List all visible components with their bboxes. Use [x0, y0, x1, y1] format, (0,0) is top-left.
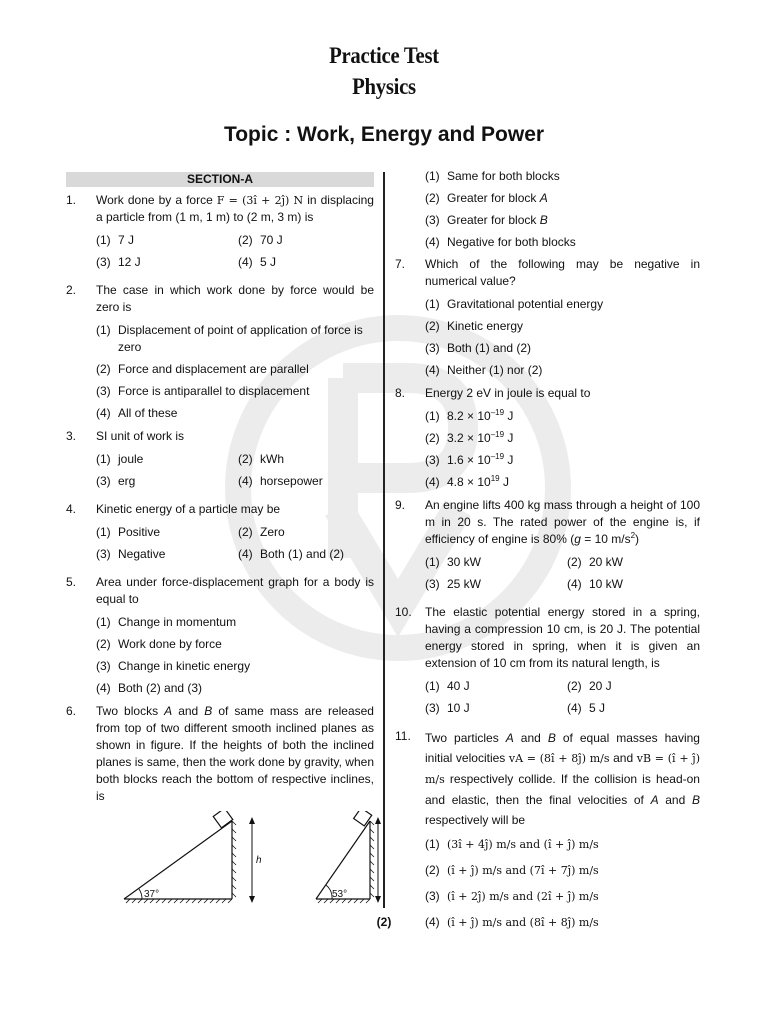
options [96, 232, 374, 276]
question-number: 6. [66, 704, 77, 718]
option-4[interactable]: (4) (î + ĵ) m/s and (8î + 8ĵ) m/s [425, 915, 599, 929]
question-number: 10. [395, 605, 412, 619]
option-3[interactable]: (3) Both (1) and (2) [425, 341, 532, 355]
question-number: 5. [66, 575, 77, 589]
option-4[interactable]: (4) horsepower [238, 474, 323, 488]
question-number: 1. [66, 193, 77, 207]
option-2[interactable]: (2) Zero [238, 525, 285, 539]
title-line1: Practice Test [329, 43, 439, 68]
option-2[interactable]: (2) 20 J [567, 679, 612, 693]
option-3[interactable]: (3) Change in kinetic energy [96, 659, 251, 673]
option-4[interactable]: (4) Both (2) and (3) [96, 681, 203, 695]
option-4[interactable]: (4) 10 kW [567, 577, 624, 591]
question-number: 4. [66, 502, 77, 516]
page-number: (2) [376, 915, 392, 929]
option-1[interactable]: (1) Displacement of point of application of force is zero [96, 323, 363, 354]
page-header [0, 40, 768, 148]
question-number: 11. [395, 729, 411, 743]
option-1[interactable]: (1) (3î + 4ĵ) m/s and (î + ĵ) m/s [425, 837, 599, 851]
option-3[interactable]: (3) 12 J [96, 255, 141, 269]
options [96, 451, 374, 495]
question-number: 9. [395, 498, 406, 512]
question-6: 6. Two blocks A and B of same mass are released from top of two different smooth inclined planes as shown in figure. If the heights of both the inclined planes is same, then the work done by gravity, when both blocks reach the bottom of respective inclines, is 37° h 53° [66, 703, 374, 905]
options [96, 322, 374, 422]
option-3[interactable]: (3) 25 kW [425, 577, 482, 591]
option-2[interactable]: (2) Force and displacement are parallel [96, 362, 309, 376]
option-1[interactable]: (1) $8.2 \times 10^{-19}$ J [425, 408, 514, 423]
options [425, 296, 700, 379]
question-11: 11. Two particles A and B of equal masses having initial velocities vA = (8î + 8ĵ) m/s and vB = (î + ĵ) m/s respectively collide. If the collision is head-on and elastic, then the final velocities of A and B respectively will be (1) (3î + 4ĵ) m/s and (î + ĵ) m/s (2) (î + ĵ) m/s and (7î + 7ĵ) m/s (3) (î + 2ĵ) m/s and (2î + ĵ) m/s (4) (î + ĵ) m/s and (8î + 8ĵ) m/s [395, 729, 700, 929]
option-1[interactable]: (1) joule [96, 452, 144, 466]
options [96, 524, 374, 568]
options [425, 408, 700, 491]
question-8: 8. Energy 2 eV in joule is equal to (1) $8.2 \times 10^{-19}$ J (2) $3.2 \times 10^{-19}$ J (3) $1.6 \times 10^{-19}$ J (4) $4.8 \times 10^{19}$ J [395, 385, 700, 491]
velocity-b-expression: vB = (î + ĵ) m/s [425, 752, 700, 786]
option-4[interactable]: (4) 5 J [238, 255, 277, 269]
question-2: 2. The case in which work done by force would be zero is (1) Displacement of point of application of force is zero (2) Force and displacement are parallel (3) Force is antiparallel to displacement (4) All of these [66, 283, 374, 420]
options [425, 168, 700, 251]
option-1[interactable]: (1) Positive [96, 525, 161, 539]
option-4[interactable]: (4) 5 J [567, 701, 606, 715]
option-3[interactable]: (3) 10 J [425, 701, 470, 715]
right-column [395, 168, 700, 940]
column-divider [383, 172, 385, 908]
force-expression: F = (3î + 2ĵ) N [216, 194, 304, 207]
options [425, 678, 700, 722]
question-number: 8. [395, 386, 406, 400]
option-3[interactable]: (3) $1.6 \times 10^{-19}$ J [425, 452, 514, 467]
option-3[interactable]: (3) Force is antiparallel to displacement [96, 384, 310, 398]
title-line2: Physics [352, 74, 416, 99]
question-5: 5. Area under force-displacement graph for a body is equal to (1) Change in momentum (2) Work done by force (3) Change in kinetic energy (4) Both (2) and (3) [66, 575, 374, 695]
option-2[interactable]: (2) 70 J [238, 233, 283, 247]
option-4[interactable]: (4) Neither (1) nor (2) [425, 363, 543, 377]
question-6-options [395, 168, 700, 251]
inclined-planes-diagram [92, 811, 382, 905]
angle-label-53: 53° [332, 889, 348, 900]
option-4[interactable]: (4) $4.8 \times 10^{19}$ J [425, 474, 509, 489]
option-3[interactable]: (3) Negative [96, 547, 166, 561]
options [425, 554, 700, 598]
option-3[interactable]: (3) (î + 2ĵ) m/s and (2î + ĵ) m/s [425, 889, 599, 903]
question-number: 7. [395, 257, 406, 271]
question-10: 10. The elastic potential energy stored in a spring, having a compression 10 cm, is 20 J. The potential energy stored in spring, when it is given an extension of 10 cm from its natural length, is (1) 40 J (2) 20 J (3) 10 J (4) 5 J [395, 604, 700, 722]
question-4: 4. Kinetic energy of a particle may be (1) Positive (2) Zero (3) Negative (4) Both (1) and (2) [66, 501, 374, 568]
option-2[interactable]: (2) Work done by force [96, 637, 222, 651]
option-2[interactable]: (2) Greater for block A [425, 191, 548, 205]
option-3[interactable]: (3) Greater for block B [425, 213, 548, 227]
option-4[interactable]: (4) All of these [96, 406, 178, 420]
option-4[interactable]: (4) Both (1) and (2) [238, 547, 345, 561]
option-2[interactable]: (2) $3.2 \times 10^{-19}$ J [425, 430, 514, 445]
question-number: 2. [66, 283, 77, 297]
question-1: 1. Work done by a force F = (3î + 2ĵ) N in displacing a particle from (1 m, 1 m) to (2 m, 3 m) is (1) 7 J (2) 70 J (3) 12 J (4) 5 J [66, 192, 374, 276]
question-9: 9. An engine lifts 400 kg mass through a height of 100 m in 20 s. The rated power of the engine is, if efficiency of engine is 80% (g = 10 $m/s^2$) (1) 30 kW (2) 20 kW (3) 25 kW (4) 10 kW [395, 497, 700, 598]
inclined-planes-figure [96, 811, 374, 905]
option-2[interactable]: (2) 20 kW [567, 555, 624, 569]
option-4[interactable]: (4) Negative for both blocks [425, 235, 576, 249]
option-1[interactable]: (1) Change in momentum [96, 615, 237, 629]
option-2[interactable]: (2) kWh [238, 452, 284, 466]
question-7: 7. Which of the following may be negative in numerical value? (1) Gravitational potential energy (2) Kinetic energy (3) Both (1) and (2) (4) Neither (1) nor (2) [395, 257, 700, 377]
angle-label-37: 37° [144, 889, 160, 900]
option-1[interactable]: (1) Gravitational potential energy [425, 297, 604, 311]
option-3[interactable]: (3) erg [96, 474, 136, 488]
option-2[interactable]: (2) Kinetic energy [425, 319, 524, 333]
velocity-a-expression: vA = (8î + 8ĵ) m/s [508, 752, 610, 765]
question-number: 3. [66, 429, 77, 443]
option-1[interactable]: (1) 7 J [96, 233, 135, 247]
option-1[interactable]: (1) 40 J [425, 679, 470, 693]
option-2[interactable]: (2) (î + ĵ) m/s and (7î + 7ĵ) m/s [425, 863, 599, 877]
question-3: 3. SI unit of work is (1) joule (2) kWh (3) erg (4) horsepower [66, 428, 374, 495]
section-label: SECTION-A [66, 172, 374, 187]
option-1[interactable]: (1) 30 kW [425, 555, 482, 569]
topic-heading: Topic : Work, Energy and Power [223, 123, 545, 146]
left-column [66, 168, 374, 911]
height-label-1: h [256, 855, 262, 866]
option-1[interactable]: (1) Same for both blocks [425, 169, 560, 183]
options [96, 614, 374, 697]
